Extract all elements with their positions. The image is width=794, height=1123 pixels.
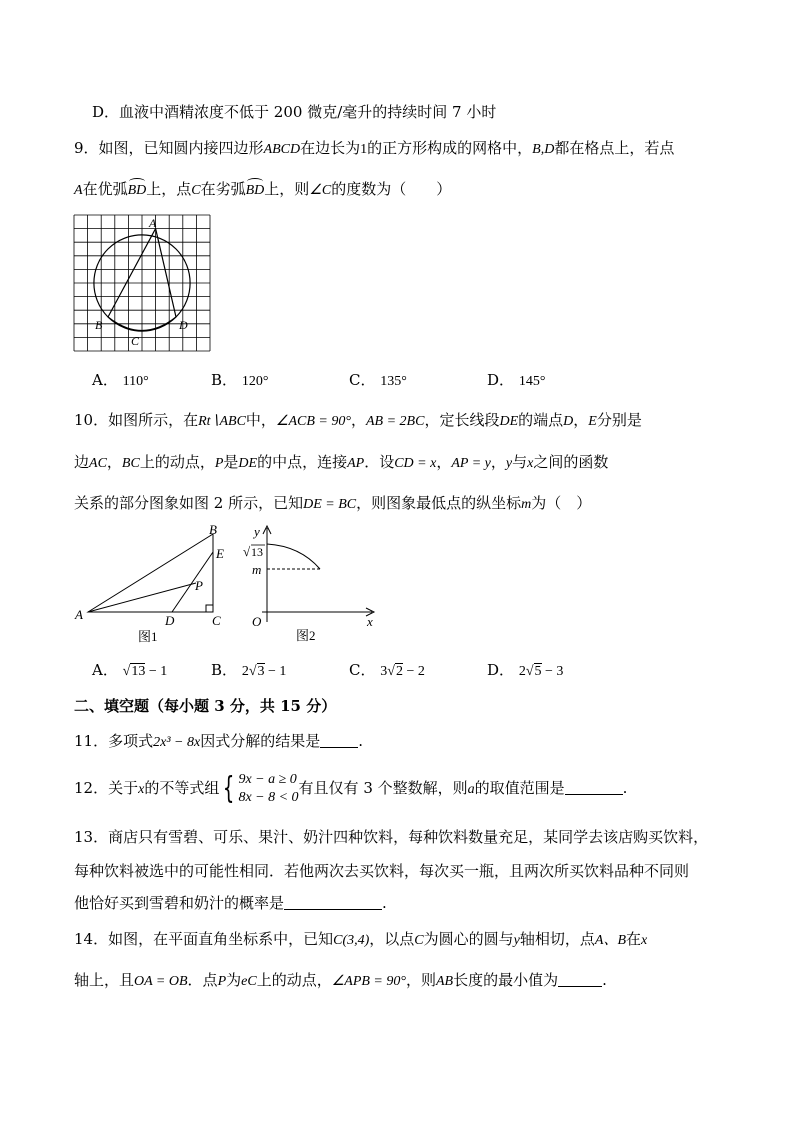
label-x: x: [367, 614, 373, 629]
left-brace: {: [223, 771, 235, 806]
text: ，以点: [369, 930, 415, 948]
option-label: B．: [211, 661, 238, 679]
label-o: O: [252, 614, 262, 629]
option-value: 120°: [241, 374, 269, 389]
text: ．设: [364, 453, 395, 471]
option-label: C．: [349, 661, 376, 679]
q11: [74, 731, 363, 753]
text: 为: [226, 971, 242, 989]
math: ABCD: [263, 142, 301, 157]
q14-line-2: [74, 970, 607, 992]
question-number: 12．: [74, 779, 109, 797]
label-d: D: [179, 318, 188, 332]
coef: 2: [518, 664, 526, 679]
math: OA = OB: [134, 974, 188, 989]
text: 的中点，连接: [257, 453, 348, 471]
segment-ap: [88, 583, 196, 612]
math: DE: [238, 456, 258, 471]
text: 关系的部分图象如图 2 所示，已知: [74, 494, 304, 512]
text: 上的动点，: [139, 453, 215, 471]
math: AP: [347, 456, 365, 471]
question-number: 14．: [74, 930, 109, 948]
text: .: [358, 732, 363, 750]
text: 的端点: [518, 411, 564, 429]
answer-blank[interactable]: [558, 972, 602, 987]
text: 每种饮料被选中的可能性相同．若他两次去买饮料，每次买一瓶，且两次所买饮料品种不同则: [74, 862, 690, 880]
math: AB = 2BC: [365, 414, 425, 429]
arc-bd: BD: [246, 181, 265, 201]
segment-de: [172, 552, 213, 612]
answer-blank[interactable]: [565, 780, 623, 795]
question-number: 11．: [74, 732, 109, 750]
math: ∠C: [309, 183, 332, 198]
text: 多项式: [108, 732, 154, 750]
text: 在劣弧: [200, 180, 246, 198]
option-text: 血液中酒精浓度不低于 200 微克/毫升的持续时间 7 小时: [119, 103, 497, 121]
text: 在: [626, 930, 642, 948]
text: 的度数为（ ）: [331, 180, 452, 198]
text: 在优弧: [82, 180, 128, 198]
text: 如图所示，在: [108, 411, 199, 429]
math: ∠ACB = 90°: [275, 414, 351, 429]
text: 有且仅有 3 个整数解，则: [298, 779, 468, 797]
question-number: 9．: [74, 139, 99, 157]
q9-line-2: [74, 179, 451, 201]
label-d: D: [165, 613, 175, 628]
math: B,D: [532, 142, 555, 157]
label-c: C: [131, 334, 140, 348]
q12: [74, 768, 627, 810]
option-label: A．: [92, 661, 118, 679]
math: y: [505, 456, 513, 471]
label-b: B: [95, 318, 103, 332]
option-label: D．: [92, 103, 120, 121]
math: DE: [499, 414, 519, 429]
q10-line-3: [74, 493, 591, 515]
text: ，: [106, 453, 122, 471]
math: x: [138, 782, 145, 797]
answer-blank[interactable]: [284, 895, 382, 910]
text: 轴相切，点: [519, 930, 595, 948]
text: 是: [223, 453, 239, 471]
text: 如图，在平面直角坐标系中，已知: [108, 930, 334, 948]
q9-option-a[interactable]: [92, 370, 149, 392]
option-label: B．: [211, 371, 238, 389]
text: 之间的函数: [533, 453, 609, 471]
q10-option-c[interactable]: C． 3√2 − 2: [349, 661, 425, 679]
text: 上，则: [264, 180, 310, 198]
option-value: 135°: [380, 374, 407, 389]
text: 的正方形构成的网格中，: [367, 139, 533, 157]
option-label: A．: [92, 371, 118, 389]
inequality-1: 9x − a ≥ 0: [238, 772, 297, 787]
math: 2x³ − 8x: [153, 735, 201, 750]
text: ，: [573, 411, 589, 429]
text: 轴上，且: [74, 971, 135, 989]
math: ∠APB = 90°: [331, 974, 406, 989]
arc-bd: BD: [128, 181, 147, 201]
text: 因式分解的结果是: [200, 732, 321, 750]
text: ，: [350, 411, 366, 429]
math: 1: [360, 142, 368, 157]
math: E: [588, 414, 597, 429]
triangle-abc: [88, 534, 213, 612]
radicand: 2: [395, 664, 403, 679]
inequality-system: [238, 771, 298, 807]
text: 边: [74, 453, 90, 471]
text: 为（ ）: [531, 494, 592, 512]
text: 中，: [245, 411, 276, 429]
tail: − 1: [264, 664, 287, 679]
text: .: [622, 779, 628, 797]
math: a: [467, 782, 475, 797]
text: 在边长为: [300, 139, 361, 157]
radicand: 13: [131, 664, 146, 679]
math: A、B: [594, 933, 626, 948]
math: BC: [121, 456, 140, 471]
q10-option-d[interactable]: D． 2√5 − 3: [487, 661, 564, 679]
math: C(3,4): [333, 933, 370, 948]
option-label: D．: [487, 371, 515, 389]
math: P: [214, 456, 224, 471]
q8-option-d: [92, 102, 496, 122]
label-m: m: [252, 562, 262, 577]
text: .: [382, 894, 387, 912]
math: D: [563, 414, 574, 429]
function-curve: [267, 544, 320, 569]
text: 他恰好买到雪碧和奶汁的概率是: [74, 894, 285, 912]
text: 商店只有雪碧、可乐、果汁、奶汁四种饮料，每种饮料数量充足，某同学去该店购买饮料，: [108, 828, 709, 846]
q10-option-a[interactable]: A． √13 − 1: [92, 661, 168, 679]
q10-line-2: [74, 452, 608, 474]
math: AP = y: [451, 456, 491, 471]
math: AC: [89, 456, 107, 471]
answer-blank[interactable]: [320, 733, 358, 748]
text: 的取值范围是: [474, 779, 565, 797]
label-b: B: [209, 524, 217, 537]
math: A: [74, 183, 83, 198]
q9-option-b[interactable]: [211, 370, 268, 392]
figure-caption: 图1: [138, 629, 158, 644]
q14-line-1: [74, 929, 647, 951]
math: CD = x: [394, 456, 437, 471]
math: DE = BC: [303, 497, 357, 512]
math: C: [191, 183, 201, 198]
q9-grid-figure: [73, 214, 211, 354]
section-title: 二、填空题（每小题 3 分，共 15 分）: [74, 697, 337, 715]
q9-option-c[interactable]: [349, 370, 407, 392]
right-angle-mark: [206, 605, 213, 612]
label-y: y: [254, 524, 260, 539]
math: x: [527, 456, 534, 471]
label-e: E: [216, 546, 224, 561]
text: ，则图象最低点的纵坐标: [356, 494, 522, 512]
text: .: [602, 971, 607, 989]
radicand: 3: [257, 664, 265, 679]
text: ，: [436, 453, 452, 471]
coef: 2: [241, 664, 249, 679]
option-value: 110°: [122, 374, 149, 389]
label-a: A: [149, 216, 157, 230]
q9-option-d[interactable]: [487, 370, 545, 392]
text: 都在格点上，若点: [554, 139, 675, 157]
text: ，则: [405, 971, 436, 989]
figure-caption: 图2: [296, 628, 316, 643]
label-a: A: [75, 607, 83, 622]
tail: − 1: [145, 664, 168, 679]
math: AB: [436, 974, 454, 989]
q10-figure-2: [240, 522, 380, 654]
question-number: 13．: [74, 828, 109, 846]
radicand: 5: [534, 664, 542, 679]
text: 与: [512, 453, 528, 471]
text: 关于: [108, 779, 139, 797]
q10-figure-1: [72, 524, 232, 654]
math: y: [513, 933, 520, 948]
q13-line-2: [74, 861, 689, 881]
text: 分别是: [596, 411, 642, 429]
q10-option-b[interactable]: B． 2√3 − 1: [211, 661, 287, 679]
option-value: 145°: [518, 374, 546, 389]
text: ，定长线段: [424, 411, 500, 429]
text: 上的动点，: [256, 971, 332, 989]
question-number: 10．: [74, 411, 109, 429]
math: C: [414, 933, 424, 948]
text: ．点: [187, 971, 218, 989]
label-c: C: [212, 613, 221, 628]
label-sqrt13: 13: [251, 545, 263, 559]
text: 为圆心的圆与: [423, 930, 514, 948]
q13-line-1: [74, 827, 708, 847]
text: 如图，已知圆内接四边形: [98, 139, 264, 157]
sqrt-sign: √: [243, 544, 251, 559]
option-label: D．: [487, 661, 515, 679]
tail: − 3: [541, 664, 564, 679]
text: 上，点: [146, 180, 192, 198]
coef: 3: [380, 664, 388, 679]
math: m: [521, 497, 532, 512]
math: x: [641, 933, 648, 948]
math: Rt∖ABC: [198, 414, 246, 429]
q9-line-1: [74, 138, 674, 160]
inequality-2: 8x − 8 < 0: [238, 790, 299, 805]
text: ，: [490, 453, 506, 471]
math: eC: [241, 974, 257, 989]
text: 长度的最小值为: [453, 971, 559, 989]
math: P: [217, 974, 227, 989]
q13-line-3: [74, 893, 387, 913]
q10-line-1: [74, 410, 642, 432]
option-label: C．: [349, 371, 376, 389]
tail: − 2: [402, 664, 425, 679]
label-p: P: [195, 578, 203, 593]
text: 的不等式组: [144, 779, 220, 797]
